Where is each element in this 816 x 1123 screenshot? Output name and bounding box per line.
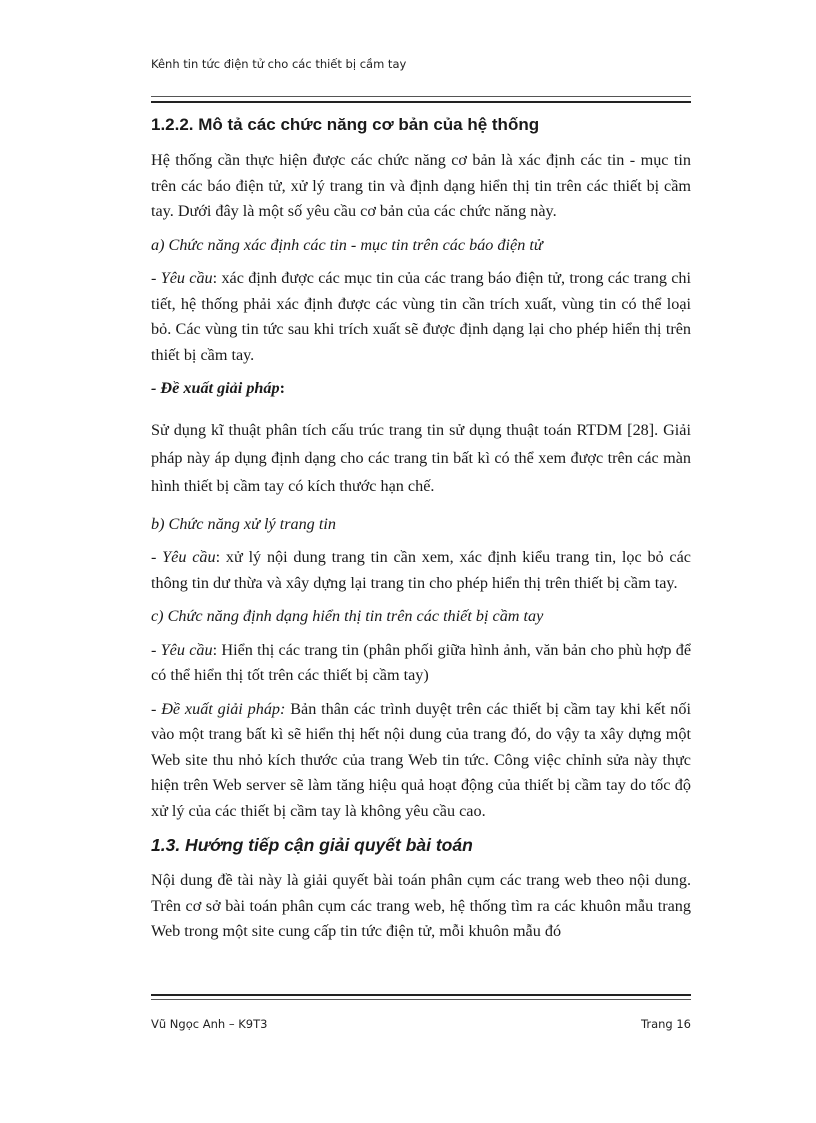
subsection-c-requirement: [151, 638, 691, 689]
proposal-text: Bản thân các trình duyệt trên các thiết bị cầm tay khi kết nối vào một trang bất kì sẽ hiển thị hết nội dung của trang đó, do vậy ta xây dựng một Web site thu nhỏ kích thước của trang Web tin tức. Công việc chỉnh sửa này thực hiện trên Web server sẽ làm tăng hiệu quả hoạt động của thiết bị cầm tay do tốc độ xử lý của các thiết bị cầm tay là không yêu cầu cao.: [151, 699, 691, 820]
section-heading-1-2-2: 1.2.2. Mô tả các chức năng cơ bản của hệ thống: [151, 115, 540, 134]
footer-author: Vũ Ngọc Anh – K9T3: [151, 1017, 268, 1031]
subsection-c-proposal: [151, 697, 691, 825]
header-title: Kênh tin tức điện tử cho các thiết bị cầm tay: [151, 57, 407, 71]
subsection-a-requirement: [151, 266, 691, 368]
page-footer: [151, 1017, 691, 1031]
intro-paragraph: Hệ thống cần thực hiện được các chức năng cơ bản là xác định các tin - mục tin trên các báo điện tử, xử lý trang tin và định dạng hiển thị tin trên các thiết bị cầm tay. Dưới đây là một số yêu cầu cơ bản của các chức năng này.: [151, 151, 691, 220]
page-body: [151, 112, 691, 953]
page-header: [151, 57, 691, 71]
requirement-label: - Yêu cầu: [151, 640, 213, 659]
footer-page-number: Trang 16: [641, 1017, 691, 1031]
section-1-3-paragraph: Nội dung đề tài này là giải quyết bài toán phân cụm các trang web theo nội dung. Trên cơ sở bài toán phân cụm các trang web, hệ thống tìm ra các khuôn mẫu trang Web trong một site cung cấp tin tức điện tử, mỗi khuôn mẫu đó: [151, 871, 691, 940]
proposal-colon: :: [279, 379, 285, 397]
subsection-a-heading: a) Chức năng xác định các tin - mục tin trên các báo điện tử: [151, 235, 543, 254]
proposal-label: - Đề xuất giải pháp:: [151, 699, 286, 718]
footer-rule-thin: [151, 999, 691, 1000]
subsection-a-proposal-label: [151, 376, 691, 402]
header-rule-thick: [151, 101, 691, 103]
requirement-label: - Yêu cầu: [151, 548, 216, 566]
footer-rule-thick: [151, 994, 691, 996]
requirement-text: : xử lý nội dung trang tin cần xem, xác định kiểu trang tin, lọc bỏ các thông tin dư thừa và xây dựng lại trang tin cho phép hiển thị trên thiết bị cầm tay.: [151, 548, 691, 592]
subsection-a-proposal-text: Sử dụng kĩ thuật phân tích cấu trúc trang tin sử dụng thuật toán RTDM [28]. Giải pháp này áp dụng định dạng cho các trang tin bất kì có thể xem được trên các màn hình thiết bị cầm tay có kích thước hạn chế.: [151, 420, 691, 495]
subsection-b-heading: b) Chức năng xử lý trang tin: [151, 514, 336, 533]
requirement-text: : Hiển thị các trang tin (phân phối giữa hình ảnh, văn bản cho phù hợp để có thể hiển thị tốt trên các thiết bị cầm tay): [151, 640, 691, 684]
subsection-b-requirement: [151, 545, 691, 596]
subsection-c-heading: c) Chức năng định dạng hiển thị tin trên các thiết bị cầm tay: [151, 607, 544, 625]
requirement-label: - Yêu cầu: [151, 269, 213, 287]
proposal-label: - Đề xuất giải pháp: [151, 379, 280, 397]
section-heading-1-3: 1.3. Hướng tiếp cận giải quyết bài toán: [151, 835, 473, 855]
header-rule-thin: [151, 96, 691, 97]
requirement-text: : xác định được các mục tin của các trang báo điện tử, trong các trang chi tiết, hệ thống phải xác định được các vùng tin cần trích xuất, vùng tin có thể loại bỏ. Các vùng tin tức sau khi trích xuất sẽ được định dạng lại cho phép hiển thị trên thiết bị cầm tay.: [151, 269, 691, 364]
